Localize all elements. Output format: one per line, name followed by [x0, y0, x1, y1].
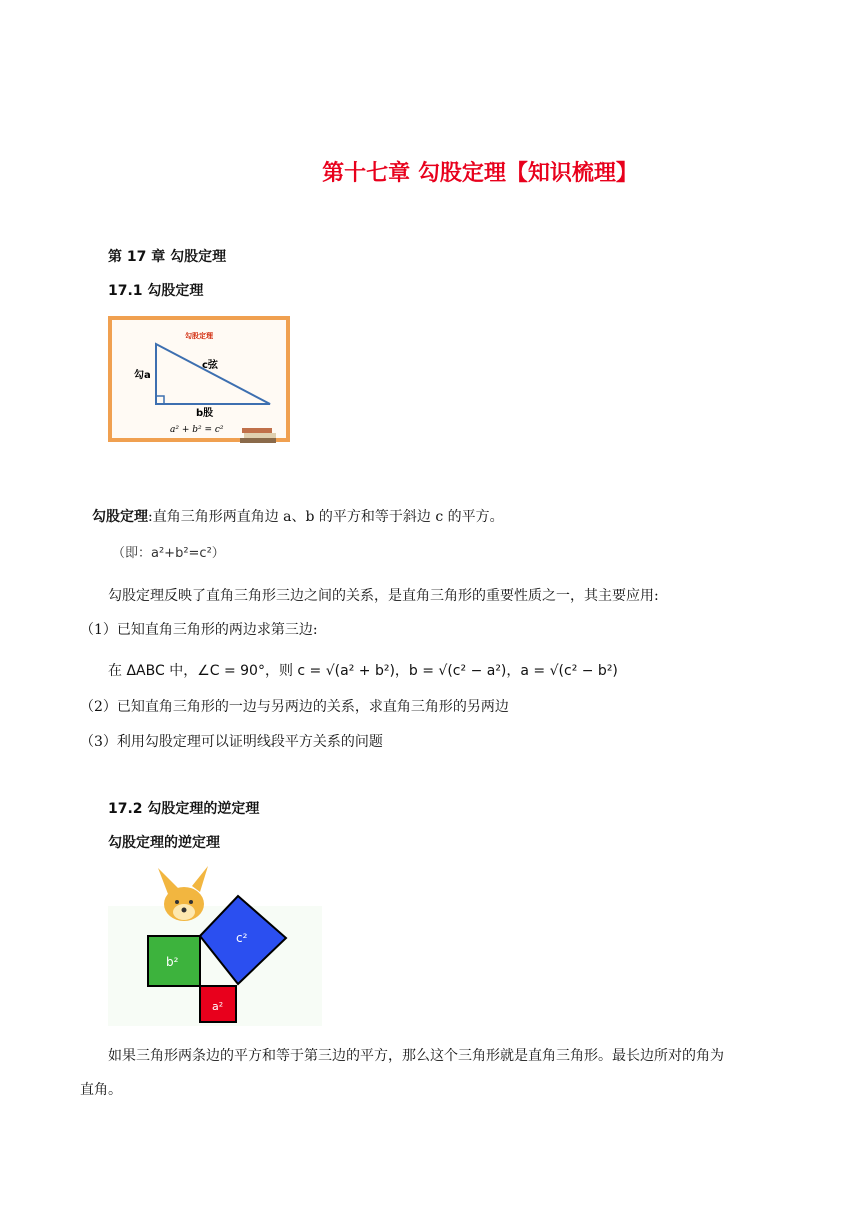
theorem-label: 勾股定理: [92, 509, 148, 525]
books-icon: [240, 428, 276, 443]
squares-figure: [108, 866, 322, 1026]
item-1: （1）已知直角三角形的两边求第三边:: [80, 622, 318, 638]
item-1-formula: 在 ΔABC 中，∠C = 90°，则 c = √(a² + b²)，b = √(c² − a²)，a = √(c² − b²): [108, 663, 618, 679]
figure-caption: 勾股定理: [185, 332, 213, 340]
application-paragraph: 勾股定理反映了直角三角形三边之间的关系，是直角三角形的重要性质之一，其主要应用:: [108, 588, 659, 604]
item-2: （2）已知直角三角形的一边与另两边的关系，求直角三角形的另两边: [80, 699, 509, 715]
section2-heading: 17.2 勾股定理的逆定理: [108, 801, 260, 817]
square-b-label: b²: [166, 955, 179, 969]
square-a-label: a²: [212, 1000, 224, 1013]
chapter-heading: 第 17 章 勾股定理: [108, 249, 227, 265]
leg-b-label: b股: [196, 408, 214, 419]
figure-formula: a² + b² = c²: [170, 425, 224, 435]
formula-note: （即：a²+b²=c²）: [112, 546, 225, 561]
section1-heading: 17.1 勾股定理: [108, 283, 204, 299]
square-c-label: c²: [236, 931, 248, 945]
converse-paragraph-line2: 直角。: [80, 1082, 122, 1098]
theorem-line: [92, 506, 504, 526]
converse-paragraph-line1: 如果三角形两条边的平方和等于第三边的平方，那么这个三角形就是直角三角形。最长边所对的角为: [108, 1048, 724, 1064]
leg-a-label: 勾a: [134, 370, 151, 381]
pythagorean-triangle-figure: [108, 316, 290, 450]
theorem-text: :直角三角形两直角边 a、b 的平方和等于斜边 c 的平方。: [148, 509, 504, 525]
hypotenuse-c-label: c弦: [202, 360, 218, 371]
item-3: （3）利用勾股定理可以证明线段平方关系的问题: [80, 734, 383, 750]
page-title: 第十七章 勾股定理【知识梳理】: [322, 161, 638, 186]
section2-subheading: 勾股定理的逆定理: [108, 835, 220, 851]
